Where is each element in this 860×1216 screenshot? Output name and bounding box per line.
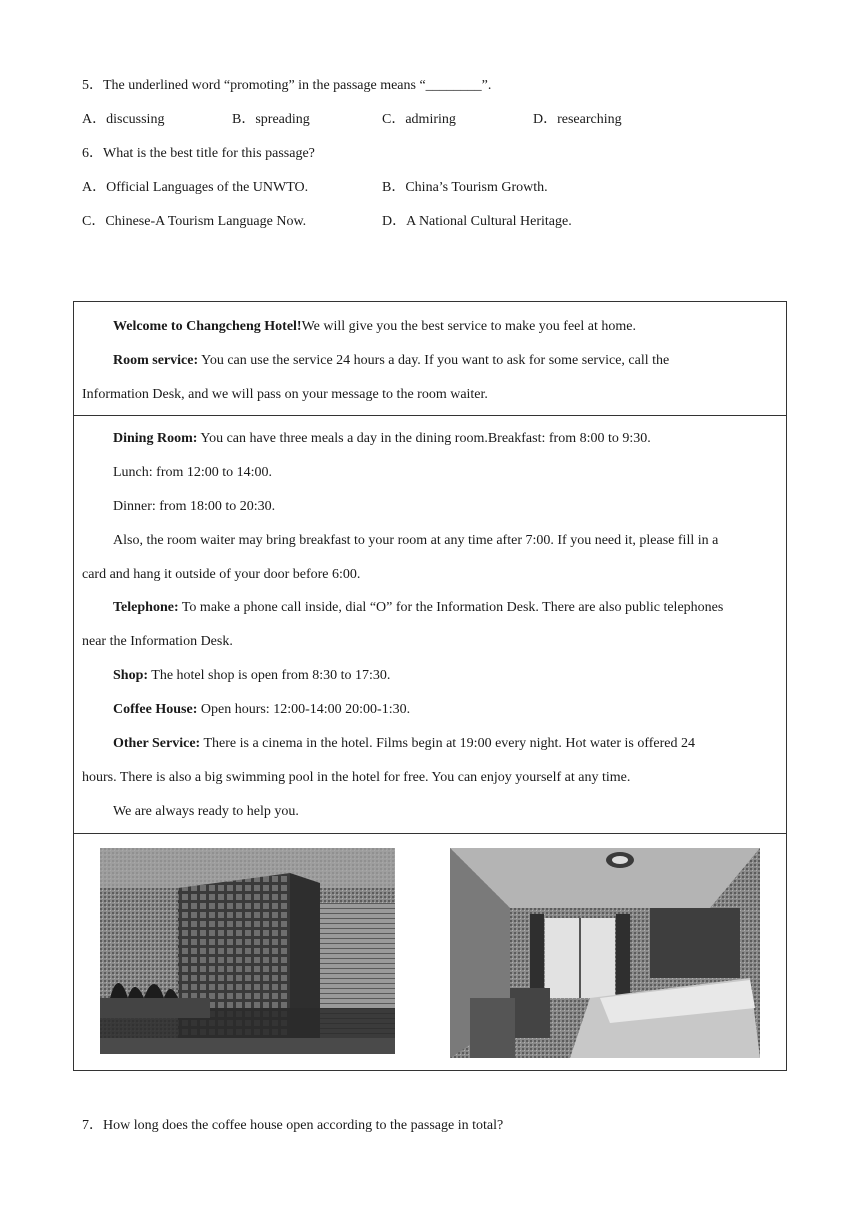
- question-6-stem: 6．What is the best title for this passage?: [82, 146, 315, 161]
- welcome-text: We will give you the best service to make you feel at home.: [301, 319, 636, 334]
- telephone-text-cont: near the Information Desk.: [82, 634, 233, 649]
- coffee-paragraph: [82, 702, 778, 718]
- hotel-building-photo: [100, 848, 395, 1054]
- room-service-text: You can use the service 24 hours a day. If you want to ask for some service, call the: [198, 353, 670, 368]
- question-5-option-d[interactable]: D．researching: [533, 112, 622, 127]
- room-service-heading: Room service:: [113, 353, 199, 368]
- notice-photos-section: [73, 833, 787, 1071]
- question-5-option-b[interactable]: B．spreading: [232, 112, 310, 127]
- breakfast-room-text: Also, the room waiter may bring breakfast to your room at any time after 7:00. If you need it, please fill in a: [113, 533, 719, 548]
- notice-welcome-section: [73, 301, 787, 416]
- question-6-option-b[interactable]: B．China’s Tourism Growth.: [382, 180, 548, 195]
- other-service-text-cont: hours. There is also a big swimming pool in the hotel for free. You can enjoy yourself at any time.: [82, 770, 631, 785]
- shop-paragraph: [82, 668, 778, 684]
- question-5-option-a[interactable]: A．discussing: [82, 112, 165, 127]
- welcome-heading: Welcome to Changcheng Hotel!: [113, 319, 302, 334]
- dinner-hours: Dinner: from 18:00 to 20:30.: [113, 499, 276, 514]
- hotel-room-photo: [450, 848, 760, 1058]
- question-5-stem: 5．The underlined word “promoting” in the passage means “________”.: [82, 78, 492, 93]
- welcome-paragraph: [82, 319, 778, 335]
- closing-line: We are always ready to help you.: [113, 804, 299, 819]
- dining-paragraph: [82, 431, 778, 447]
- question-6-option-a[interactable]: A．Official Languages of the UNWTO.: [82, 180, 309, 195]
- dining-text: You can have three meals a day in the dining room.Breakfast: from 8:00 to 9:30.: [197, 431, 651, 446]
- question-7-stem: 7．How long does the coffee house open according to the passage in total?: [82, 1118, 504, 1133]
- other-service-text: There is a cinema in the hotel. Films begin at 19:00 every night. Hot water is offered 24: [200, 736, 696, 751]
- telephone-paragraph: [82, 600, 778, 616]
- coffee-text: Open hours: 12:00-14:00 20:00-1:30.: [197, 702, 411, 717]
- shop-heading: Shop:: [113, 668, 149, 683]
- shop-text: The hotel shop is open from 8:30 to 17:30.: [148, 668, 391, 683]
- notice-services-section: [73, 415, 787, 834]
- question-6-option-c[interactable]: C．Chinese-A Tourism Language Now.: [82, 214, 307, 229]
- question-6-option-d[interactable]: D．A National Cultural Heritage.: [382, 214, 572, 229]
- telephone-heading: Telephone:: [113, 600, 179, 615]
- telephone-text: To make a phone call inside, dial “O” for the Information Desk. There are also public telephones: [178, 600, 724, 615]
- other-service-heading: Other Service:: [113, 736, 201, 751]
- dining-heading: Dining Room:: [113, 431, 198, 446]
- breakfast-room-text-cont: card and hang it outside of your door before 6:00.: [82, 567, 361, 582]
- lunch-hours: Lunch: from 12:00 to 14:00.: [113, 465, 273, 480]
- question-5-option-c[interactable]: C．admiring: [382, 112, 456, 127]
- other-service-paragraph: [82, 736, 778, 752]
- coffee-heading: Coffee House:: [113, 702, 198, 717]
- room-service-text-cont: Information Desk, and we will pass on your message to the room waiter.: [82, 387, 488, 402]
- room-service-paragraph: [82, 353, 778, 369]
